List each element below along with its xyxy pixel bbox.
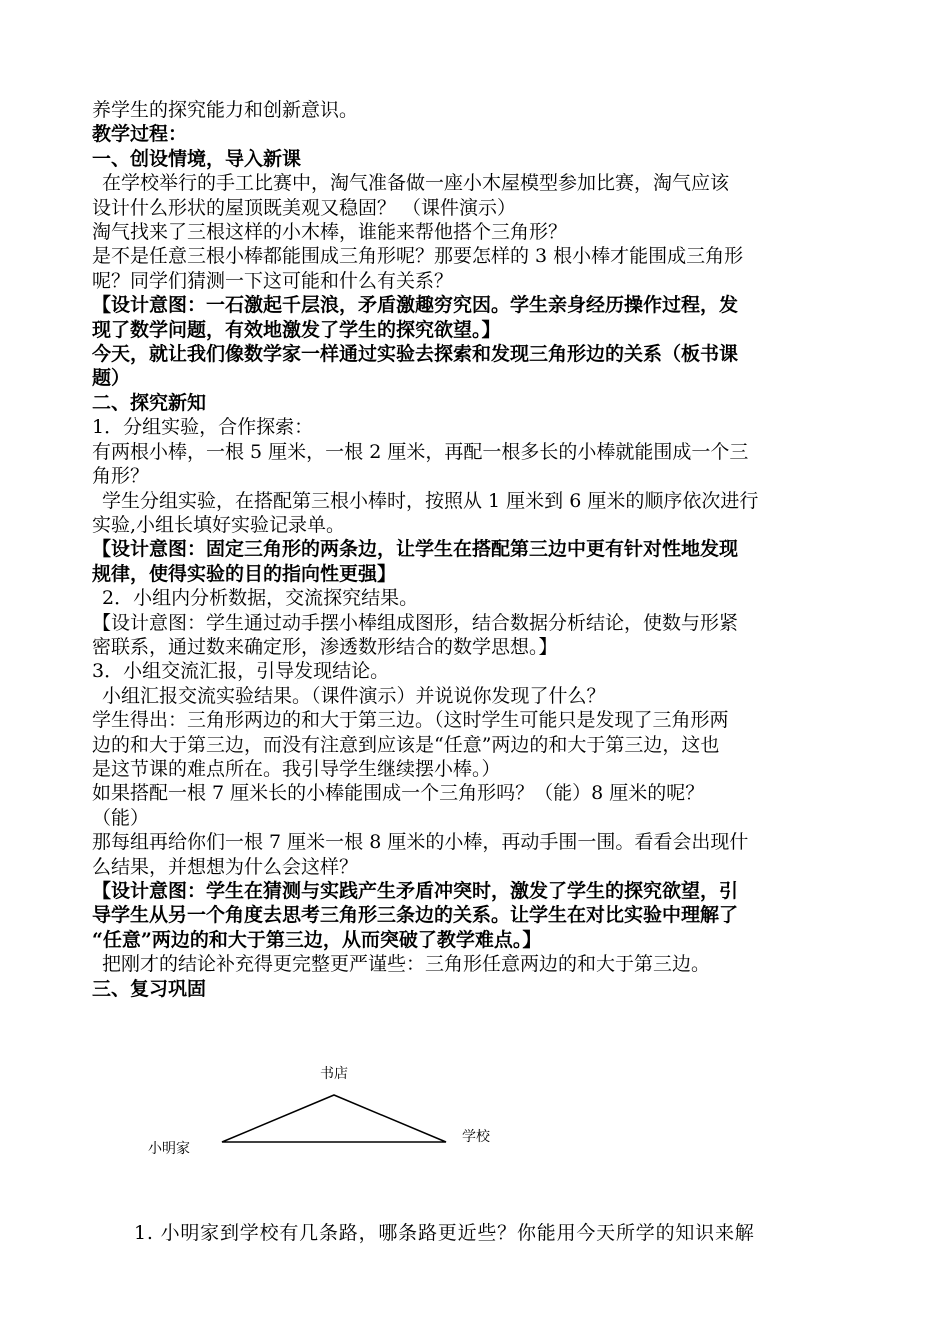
- section-heading-teaching-process: 教学过程：: [92, 123, 188, 146]
- text-line: 是不是任意三根小棒都能围成三角形呢？那要怎样的 3 根小棒才能围成三角形: [92, 245, 744, 268]
- design-intent-line: 【设计意图：学生通过动手摆小棒组成图形，结合数据分析结论，使数与形紧: [92, 611, 739, 634]
- text-line: 3．小组交流汇报，引导发现结论。: [92, 660, 390, 683]
- label-bookstore: 书店: [320, 1066, 348, 1082]
- exercise-question: 1. 小明家到学校有几条路，哪条路更近些？你能用今天所学的知识来解: [134, 1222, 755, 1244]
- text-line: 1．分组实验，合作探索：: [92, 416, 314, 439]
- text-line: 如果搭配一根 7 厘米长的小棒能围成一个三角形吗？（能）8 厘米的呢？: [92, 782, 705, 805]
- design-intent-line: 现了数学问题，有效地激发了学生的探究欲望。】: [92, 318, 501, 341]
- design-intent-line: 【设计意图：固定三角形的两条边，让学生在搭配第三边中更有针对性地发现: [92, 538, 739, 561]
- text-line: 学生得出：三角形两边的和大于第三边。（这时学生可能只是发现了三角形两: [92, 709, 729, 732]
- section-heading-3: 三、复习巩固: [92, 977, 207, 1000]
- text-line: 实验,小组长填好实验记录单。: [92, 513, 346, 536]
- text-line: 学生分组实验，在搭配第三根小棒时，按照从 1 厘米到 6 厘米的顺序依次进行: [102, 489, 759, 512]
- text-line: 么结果，并想想为什么会这样？: [92, 855, 359, 878]
- text-line: 小组汇报交流实验结果。（课件演示）并说说你发现了什么？: [102, 684, 606, 707]
- design-intent-line: “任意”两边的和大于第三边，从而突破了教学难点。】: [92, 928, 542, 951]
- label-school: 学校: [462, 1129, 490, 1145]
- bold-text-line: 今天，就让我们像数学家一样通过实验去探索和发现三角形边的关系（板书课: [92, 343, 739, 366]
- section-heading-1: 一、创设情境，导入新课: [92, 147, 302, 170]
- design-intent-line: 密联系，通过数来确定形，渗透数形结合的数学思想。】: [92, 635, 558, 658]
- document-body: [92, 98, 862, 1001]
- text-line: （能）: [92, 806, 150, 829]
- text-line: 呢？同学们猜测一下这可能和什么有关系？: [92, 269, 454, 292]
- bold-text-line: 题）: [92, 367, 131, 390]
- triangle-shape: [222, 1095, 446, 1142]
- text-line: 淘气找来了三根这样的小木棒，谁能来帮他搭个三角形？: [92, 221, 568, 244]
- design-intent-line: 规律，使得实验的目的指向性更强】: [92, 562, 397, 585]
- design-intent-line: 【设计意图：学生在猜测与实践产生矛盾冲突时，激发了学生的探究欲望，引: [92, 880, 739, 902]
- text-line: 在学校举行的手工比赛中，淘气准备做一座小木屋模型参加比赛，淘气应该: [102, 172, 730, 195]
- text-line: 有两根小棒，一根 5 厘米，一根 2 厘米，再配一根多长的小棒就能围成一个三: [92, 440, 749, 463]
- text-line: 角形？: [92, 465, 150, 488]
- text-line: 是这节课的难点所在。我引导学生继续摆小棒。）: [92, 757, 501, 780]
- text-line: 那每组再给你们一根 7 厘米一根 8 厘米的小棒，再动手围一围。看看会出现什: [92, 831, 749, 854]
- text-line: 设计什么形状的屋顶既美观又稳固？ （课件演示）: [92, 196, 517, 219]
- text-line: 养学生的探究能力和创新意识。: [92, 99, 359, 121]
- design-intent-line: 导学生从另一个角度去思考三角形三条边的关系。让学生在对比实验中理解了: [92, 904, 739, 927]
- text-line: 边的和大于第三边，而没有注意到应该是“任意”两边的和大于第三边，这也: [92, 733, 720, 756]
- text-line: 2．小组内分析数据，交流探究结果。: [102, 587, 419, 610]
- text-line: 把刚才的结论补充得更完整更严谨些：三角形任意两边的和大于第三边。: [102, 953, 711, 976]
- design-intent-line: 【设计意图：一石激起千层浪，矛盾激趣穷究因。学生亲身经历操作过程，发: [92, 294, 739, 317]
- section-heading-2: 二、探究新知: [92, 391, 207, 414]
- label-xiaoming-home: 小明家: [148, 1141, 190, 1157]
